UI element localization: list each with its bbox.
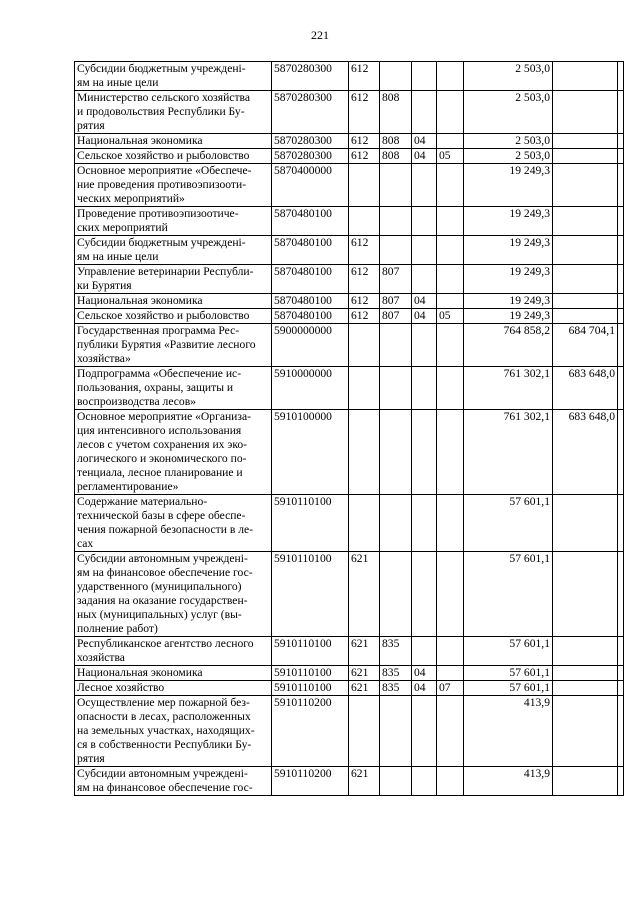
row-department-cell (380, 410, 412, 495)
row-subsection-cell (437, 236, 464, 265)
row-code-cell: 5870400000 (272, 164, 349, 207)
row-department-cell: 808 (380, 149, 412, 164)
row-expense-type-cell: 612 (349, 91, 380, 134)
row-department-cell: 807 (380, 294, 412, 309)
row-expense-type-cell: 612 (349, 149, 380, 164)
row-amount-next-cell (553, 236, 618, 265)
row-expense-type-cell (349, 367, 380, 410)
row-department-cell: 835 (380, 637, 412, 666)
row-name-cell: Подпрограмма «Обеспечение ис- пользования, охраны, защиты и воспроизводства лесов» (75, 367, 272, 410)
table-row (75, 552, 624, 637)
row-name-cell: Субсидии бюджетным учрежденi- ям на иные цели (75, 62, 272, 91)
row-code-cell: 5910110100 (272, 495, 349, 552)
row-code-cell: 5870480100 (272, 309, 349, 324)
row-amount-next-cell (553, 696, 618, 767)
row-section-cell (412, 236, 437, 265)
row-department-cell (380, 207, 412, 236)
row-code-cell: 5910000000 (272, 367, 349, 410)
row-empty-cell (618, 207, 624, 236)
table-body (75, 62, 624, 796)
row-amount-next-cell: 684 704,1 (553, 324, 618, 367)
row-name-cell: Лесное хозяйство (75, 681, 272, 696)
row-amount-cell: 413,9 (464, 767, 553, 796)
row-amount-cell: 57 601,1 (464, 666, 553, 681)
row-department-cell (380, 367, 412, 410)
row-amount-next-cell (553, 62, 618, 91)
row-empty-cell (618, 324, 624, 367)
row-name-cell: Государственная программа Рес- публики Бурятия «Развитие лесного хозяйства» (75, 324, 272, 367)
row-section-cell (412, 91, 437, 134)
row-amount-cell: 57 601,1 (464, 552, 553, 637)
row-subsection-cell (437, 637, 464, 666)
row-section-cell: 04 (412, 149, 437, 164)
row-name-cell: Республиканское агентство лесного хозяйства (75, 637, 272, 666)
row-name-cell: Проведение противоэпизоотиче- ских мероприятий (75, 207, 272, 236)
row-department-cell (380, 552, 412, 637)
row-code-cell: 5870480100 (272, 265, 349, 294)
row-subsection-cell (437, 367, 464, 410)
table-row (75, 294, 624, 309)
row-code-cell: 5910100000 (272, 410, 349, 495)
table-row (75, 164, 624, 207)
row-section-cell (412, 767, 437, 796)
row-subsection-cell (437, 207, 464, 236)
row-name-cell: Осуществление мер пожарной без- опасности в лесах, расположенных на земельных участках, находящих- ся в собственности Республики Бу- рятия (75, 696, 272, 767)
row-empty-cell (618, 767, 624, 796)
row-amount-next-cell (553, 767, 618, 796)
row-code-cell: 5870280300 (272, 149, 349, 164)
row-department-cell (380, 495, 412, 552)
row-amount-next-cell (553, 91, 618, 134)
row-empty-cell (618, 495, 624, 552)
row-amount-next-cell (553, 265, 618, 294)
row-expense-type-cell (349, 410, 380, 495)
row-expense-type-cell: 612 (349, 265, 380, 294)
row-amount-next-cell: 683 648,0 (553, 410, 618, 495)
table-row (75, 767, 624, 796)
row-amount-next-cell (553, 495, 618, 552)
row-amount-cell: 19 249,3 (464, 294, 553, 309)
table-row (75, 62, 624, 91)
row-amount-cell: 19 249,3 (464, 265, 553, 294)
table-row (75, 265, 624, 294)
row-amount-cell: 413,9 (464, 696, 553, 767)
row-section-cell: 04 (412, 134, 437, 149)
row-amount-cell: 19 249,3 (464, 207, 553, 236)
row-subsection-cell (437, 767, 464, 796)
row-code-cell: 5870480100 (272, 236, 349, 265)
row-name-cell: Сельское хозяйство и рыболовство (75, 309, 272, 324)
row-section-cell (412, 62, 437, 91)
row-amount-next-cell (553, 666, 618, 681)
row-code-cell: 5910110200 (272, 696, 349, 767)
row-expense-type-cell: 621 (349, 666, 380, 681)
table-row (75, 637, 624, 666)
row-expense-type-cell (349, 324, 380, 367)
row-code-cell: 5910110200 (272, 767, 349, 796)
row-code-cell: 5910110100 (272, 681, 349, 696)
row-expense-type-cell: 612 (349, 134, 380, 149)
row-amount-cell: 2 503,0 (464, 62, 553, 91)
row-amount-next-cell (553, 637, 618, 666)
row-department-cell (380, 236, 412, 265)
row-empty-cell (618, 62, 624, 91)
row-section-cell (412, 696, 437, 767)
row-department-cell (380, 696, 412, 767)
row-subsection-cell (437, 696, 464, 767)
row-expense-type-cell: 612 (349, 309, 380, 324)
row-code-cell: 5870280300 (272, 62, 349, 91)
row-section-cell: 04 (412, 681, 437, 696)
row-section-cell (412, 552, 437, 637)
row-subsection-cell (437, 552, 464, 637)
row-department-cell: 808 (380, 134, 412, 149)
table-row (75, 236, 624, 265)
row-subsection-cell (437, 62, 464, 91)
row-subsection-cell (437, 410, 464, 495)
row-subsection-cell (437, 91, 464, 134)
row-expense-type-cell: 621 (349, 637, 380, 666)
row-empty-cell (618, 91, 624, 134)
table-row (75, 410, 624, 495)
row-empty-cell (618, 696, 624, 767)
row-name-cell: Сельское хозяйство и рыболовство (75, 149, 272, 164)
row-code-cell: 5900000000 (272, 324, 349, 367)
table-row (75, 134, 624, 149)
row-code-cell: 5870280300 (272, 91, 349, 134)
row-department-cell (380, 164, 412, 207)
row-name-cell: Субсидии автономным учрежденi- ям на финансовое обеспечение гос- ударственного (муниципального) задания на оказание государствен- ных (муниципальных) услуг (вы- полнение работ) (75, 552, 272, 637)
row-subsection-cell (437, 164, 464, 207)
row-department-cell: 835 (380, 681, 412, 696)
row-expense-type-cell (349, 696, 380, 767)
row-section-cell (412, 324, 437, 367)
table-row (75, 91, 624, 134)
row-section-cell (412, 495, 437, 552)
table-row (75, 149, 624, 164)
row-code-cell: 5910110100 (272, 666, 349, 681)
row-expense-type-cell (349, 207, 380, 236)
row-name-cell: Субсидии автономным учрежденi- ям на финансовое обеспечение гос- (75, 767, 272, 796)
table-row (75, 324, 624, 367)
row-section-cell: 04 (412, 309, 437, 324)
row-empty-cell (618, 265, 624, 294)
row-amount-next-cell (553, 207, 618, 236)
row-expense-type-cell: 621 (349, 767, 380, 796)
row-empty-cell (618, 367, 624, 410)
row-code-cell: 5870280300 (272, 134, 349, 149)
row-amount-cell: 761 302,1 (464, 410, 553, 495)
row-section-cell (412, 410, 437, 495)
row-section-cell (412, 207, 437, 236)
row-section-cell (412, 164, 437, 207)
row-section-cell (412, 637, 437, 666)
row-empty-cell (618, 637, 624, 666)
row-name-cell: Национальная экономика (75, 134, 272, 149)
row-expense-type-cell: 612 (349, 294, 380, 309)
row-amount-cell: 19 249,3 (464, 236, 553, 265)
row-amount-next-cell (553, 164, 618, 207)
row-section-cell: 04 (412, 666, 437, 681)
row-amount-cell: 2 503,0 (464, 134, 553, 149)
row-expense-type-cell: 612 (349, 236, 380, 265)
row-amount-next-cell (553, 134, 618, 149)
row-expense-type-cell: 621 (349, 552, 380, 637)
row-name-cell: Субсидии бюджетным учрежденi- ям на иные цели (75, 236, 272, 265)
row-expense-type-cell: 612 (349, 62, 380, 91)
row-subsection-cell (437, 666, 464, 681)
row-name-cell: Основное мероприятие «Обеспече- ние проведения противоэпизооти- ческих мероприятий» (75, 164, 272, 207)
page-number: 221 (311, 28, 329, 42)
row-amount-next-cell (553, 309, 618, 324)
row-name-cell: Национальная экономика (75, 666, 272, 681)
row-subsection-cell: 05 (437, 309, 464, 324)
row-amount-cell: 19 249,3 (464, 164, 553, 207)
row-department-cell: 835 (380, 666, 412, 681)
row-amount-next-cell (553, 149, 618, 164)
row-amount-next-cell (553, 681, 618, 696)
row-empty-cell (618, 410, 624, 495)
row-section-cell (412, 367, 437, 410)
row-empty-cell (618, 134, 624, 149)
row-empty-cell (618, 666, 624, 681)
row-amount-cell: 764 858,2 (464, 324, 553, 367)
row-subsection-cell: 07 (437, 681, 464, 696)
row-code-cell: 5910110100 (272, 637, 349, 666)
row-code-cell: 5870480100 (272, 207, 349, 236)
table-row (75, 495, 624, 552)
row-code-cell: 5910110100 (272, 552, 349, 637)
row-department-cell: 807 (380, 309, 412, 324)
row-section-cell (412, 265, 437, 294)
table-row (75, 696, 624, 767)
row-amount-cell: 57 601,1 (464, 637, 553, 666)
row-empty-cell (618, 164, 624, 207)
row-subsection-cell (437, 294, 464, 309)
row-empty-cell (618, 294, 624, 309)
table-row (75, 681, 624, 696)
row-section-cell: 04 (412, 294, 437, 309)
row-name-cell: Министерство сельского хозяйства и продовольствия Республики Бу- рятия (75, 91, 272, 134)
row-expense-type-cell: 621 (349, 681, 380, 696)
row-subsection-cell (437, 134, 464, 149)
row-amount-cell: 761 302,1 (464, 367, 553, 410)
row-amount-next-cell (553, 552, 618, 637)
row-subsection-cell: 05 (437, 149, 464, 164)
row-empty-cell (618, 681, 624, 696)
table-row (75, 666, 624, 681)
table-row (75, 207, 624, 236)
row-department-cell: 808 (380, 91, 412, 134)
row-subsection-cell (437, 324, 464, 367)
row-department-cell: 807 (380, 265, 412, 294)
row-code-cell: 5870480100 (272, 294, 349, 309)
row-empty-cell (618, 552, 624, 637)
row-name-cell: Национальная экономика (75, 294, 272, 309)
row-subsection-cell (437, 265, 464, 294)
row-amount-next-cell: 683 648,0 (553, 367, 618, 410)
row-amount-cell: 2 503,0 (464, 149, 553, 164)
table-row (75, 367, 624, 410)
row-amount-cell: 19 249,3 (464, 309, 553, 324)
row-name-cell: Основное мероприятие «Организа- ция интенсивного использования лесов с учетом сохранения их эко- логического и экономического по- тенциала, лесное планирование и регламентирование» (75, 410, 272, 495)
row-name-cell: Содержание материально- технической базы в сфере обеспе- чения пожарной безопасности в ле- сах (75, 495, 272, 552)
row-subsection-cell (437, 495, 464, 552)
row-department-cell (380, 62, 412, 91)
row-expense-type-cell (349, 495, 380, 552)
row-department-cell (380, 767, 412, 796)
row-amount-cell: 2 503,0 (464, 91, 553, 134)
row-amount-cell: 57 601,1 (464, 495, 553, 552)
row-expense-type-cell (349, 164, 380, 207)
budget-table (74, 61, 624, 796)
row-empty-cell (618, 309, 624, 324)
row-empty-cell (618, 236, 624, 265)
row-department-cell (380, 324, 412, 367)
table-row (75, 309, 624, 324)
row-name-cell: Управление ветеринарии Республи- ки Бурятия (75, 265, 272, 294)
row-amount-next-cell (553, 294, 618, 309)
row-amount-cell: 57 601,1 (464, 681, 553, 696)
row-empty-cell (618, 149, 624, 164)
